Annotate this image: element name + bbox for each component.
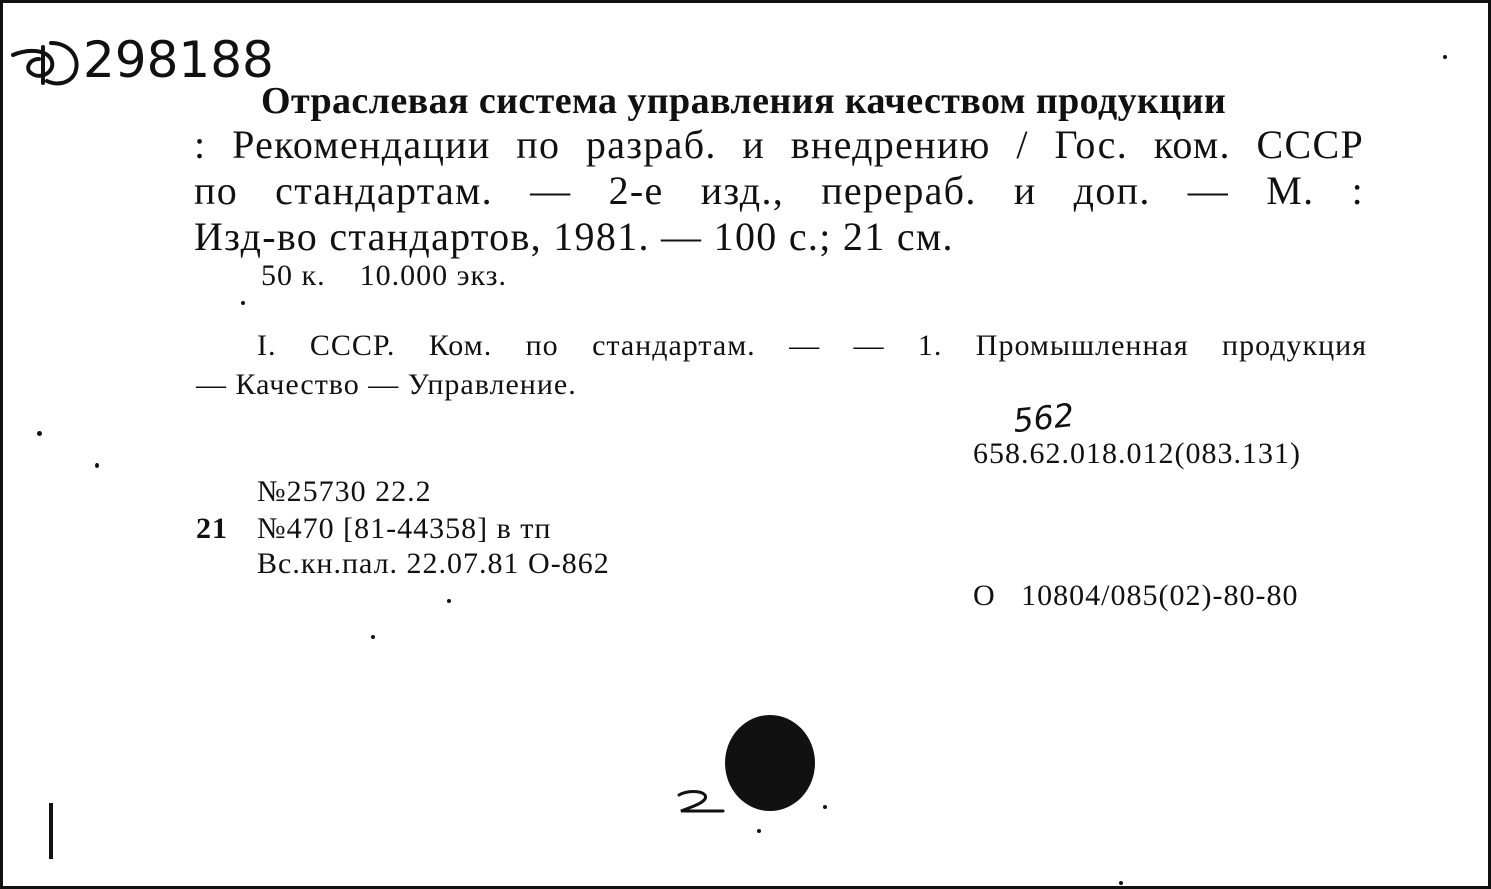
accession-mark [7,29,87,94]
tracing-line-2: — Качество — Управление. [196,368,577,401]
speck [371,635,375,639]
price-and-copies: 50 к. 10.000 экз. [261,259,507,292]
punch-hole [725,715,815,811]
speck [447,599,451,603]
record-line-1: №25730 22.2 [257,475,432,508]
speck [1443,55,1447,59]
accession-number: 298188 [83,31,274,89]
speck [757,829,761,833]
handwritten-d-mark-icon [7,29,87,89]
description-line-3: Изд-во стандартов, 1981. — 100 с.; 21 см. [194,214,954,259]
speck [1119,881,1123,885]
speck [95,463,99,468]
handwritten-2-mark-icon [675,787,735,817]
book-title: Отраслевая система управления качеством продукции [261,80,1227,122]
speck [823,805,827,809]
udc-code: 658.62.018.012(083.131) [973,437,1301,470]
record-line-3: Вс.кн.пал. 22.07.81 О-862 [257,547,610,580]
order-code: О 10804/085(02)-80-80 [973,579,1299,612]
description-line-2: по стандартам. — 2-е изд., перераб. и доп. — М. : [194,168,1364,213]
speck [241,301,245,305]
speck [37,431,42,436]
tracing-line-1: I. СССР. Ком. по стандартам. — — 1. Промышленная продукция [257,329,1367,362]
vertical-pen-mark [49,803,53,859]
handwritten-note: 562 [1011,395,1076,441]
record-line-2: №470 [81-44358] в тп [257,512,552,545]
record-line-2-prefix: 21 [196,512,228,545]
description-line-1: : Рекомендации по разраб. и внедрению / Гос. ком. СССР [194,122,1364,167]
